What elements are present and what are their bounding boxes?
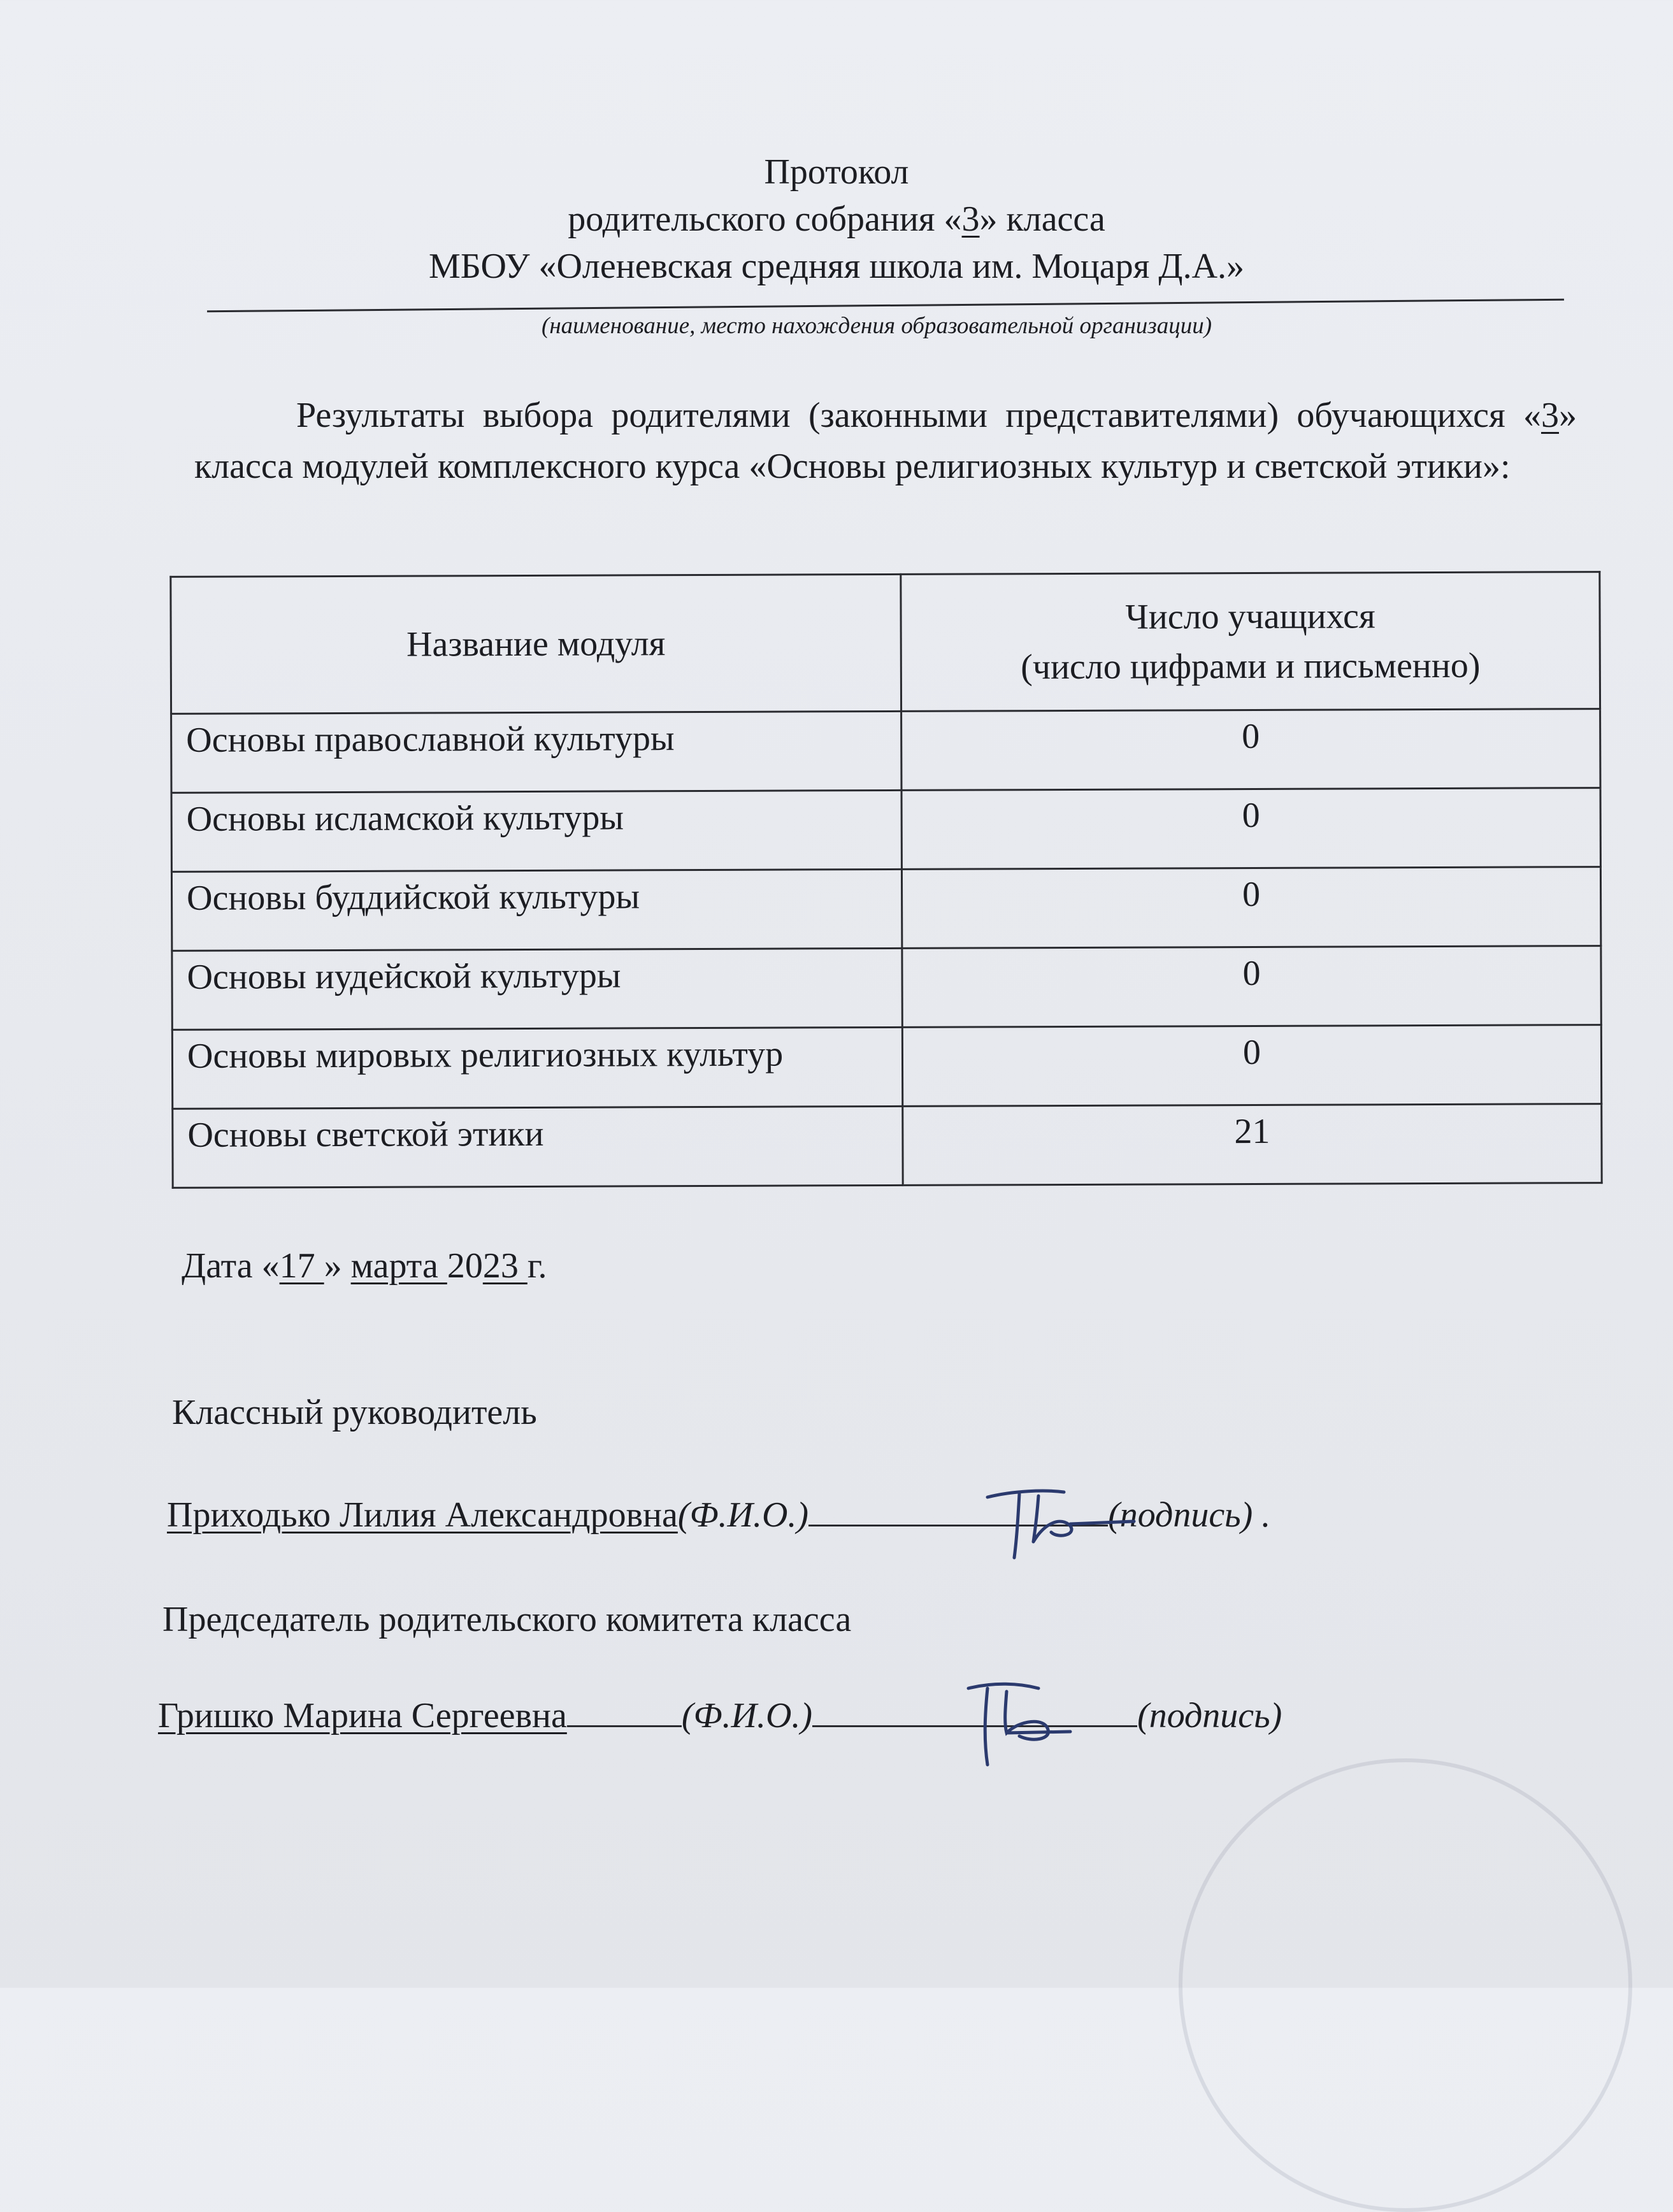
chair-name: Гришко Марина Сергеевна <box>158 1696 567 1735</box>
module-name: Основы иудейской культуры <box>172 948 902 1030</box>
class-number: 3 <box>961 199 980 239</box>
intro-paragraph <box>194 390 1577 492</box>
table-header-row <box>171 572 1600 714</box>
module-name: Основы православной культуры <box>171 711 901 793</box>
school-name: МБОУ «Оленевская средняя школа им. Моцаря Д.А.» <box>428 247 1245 286</box>
chair-signature-line <box>158 1695 1282 1736</box>
date-end: г. <box>527 1246 547 1286</box>
table-row <box>171 867 1600 951</box>
module-name: Основы светской этики <box>173 1106 903 1188</box>
teacher-name: Приходько Лилия Александровна <box>167 1495 678 1535</box>
date-line <box>182 1246 547 1286</box>
doc-subtitle <box>0 199 1673 240</box>
date-label: Дата « <box>182 1246 280 1286</box>
intro-text: Результаты выбора родителями (законными представителями) обучающихся « <box>296 396 1541 435</box>
chair-name-blank <box>567 1695 682 1727</box>
table-row <box>173 1104 1602 1188</box>
school-caption: (наименование, место нахождения образовательной организации) <box>542 313 1212 339</box>
date-year-suffix: 23 <box>482 1246 528 1286</box>
subtitle-text: родительского собрания « <box>568 199 962 239</box>
date-month: марта <box>350 1246 447 1286</box>
module-count: 0 <box>901 788 1600 870</box>
chair-signature-mark <box>943 1669 1083 1778</box>
module-count: 0 <box>902 1025 1601 1107</box>
module-count: 21 <box>903 1104 1602 1186</box>
module-count: 0 <box>901 867 1600 949</box>
chair-sign-label: (подпись) <box>1137 1696 1282 1735</box>
chair-role: Председатель родительского комитета класса <box>162 1600 852 1639</box>
school-underline <box>207 299 1564 313</box>
module-name: Основы исламской культуры <box>171 790 901 872</box>
table-row <box>172 946 1601 1030</box>
modules-table <box>169 571 1602 1189</box>
intro-class-number: 3 <box>1541 396 1559 435</box>
date-day: 17 <box>279 1246 324 1286</box>
col-count-line1: Число учащихся <box>1125 596 1375 637</box>
teacher-signature-mark <box>975 1478 1140 1567</box>
faint-stamp <box>1179 1758 1632 2212</box>
subtitle-text-end: » класса <box>979 199 1105 239</box>
module-count: 0 <box>901 709 1600 791</box>
module-count: 0 <box>902 946 1601 1028</box>
table-row <box>172 1025 1601 1109</box>
teacher-role: Классный руководитель <box>172 1393 537 1432</box>
module-name: Основы мировых религиозных культур <box>172 1027 902 1109</box>
col-count-line2: (число цифрами и письменно) <box>1021 645 1481 687</box>
doc-title: Протокол <box>764 152 909 192</box>
teacher-fio-label: (Ф.И.О.) <box>677 1495 809 1535</box>
module-name: Основы буддийской культуры <box>171 869 901 951</box>
chair-fio-label: (Ф.И.О.) <box>681 1696 813 1735</box>
date-year-prefix: 20 <box>447 1246 483 1286</box>
col-count-header <box>901 572 1600 712</box>
table-row <box>171 709 1600 793</box>
table-row <box>171 788 1600 872</box>
col-module-header: Название модуля <box>171 574 901 714</box>
intro-text-end: » класса модулей комплексного курса «Основы религиозных культур и светской этики»: <box>194 396 1577 486</box>
date-sep: » <box>324 1246 351 1286</box>
teacher-sign-label: (подпись) . <box>1108 1495 1271 1535</box>
